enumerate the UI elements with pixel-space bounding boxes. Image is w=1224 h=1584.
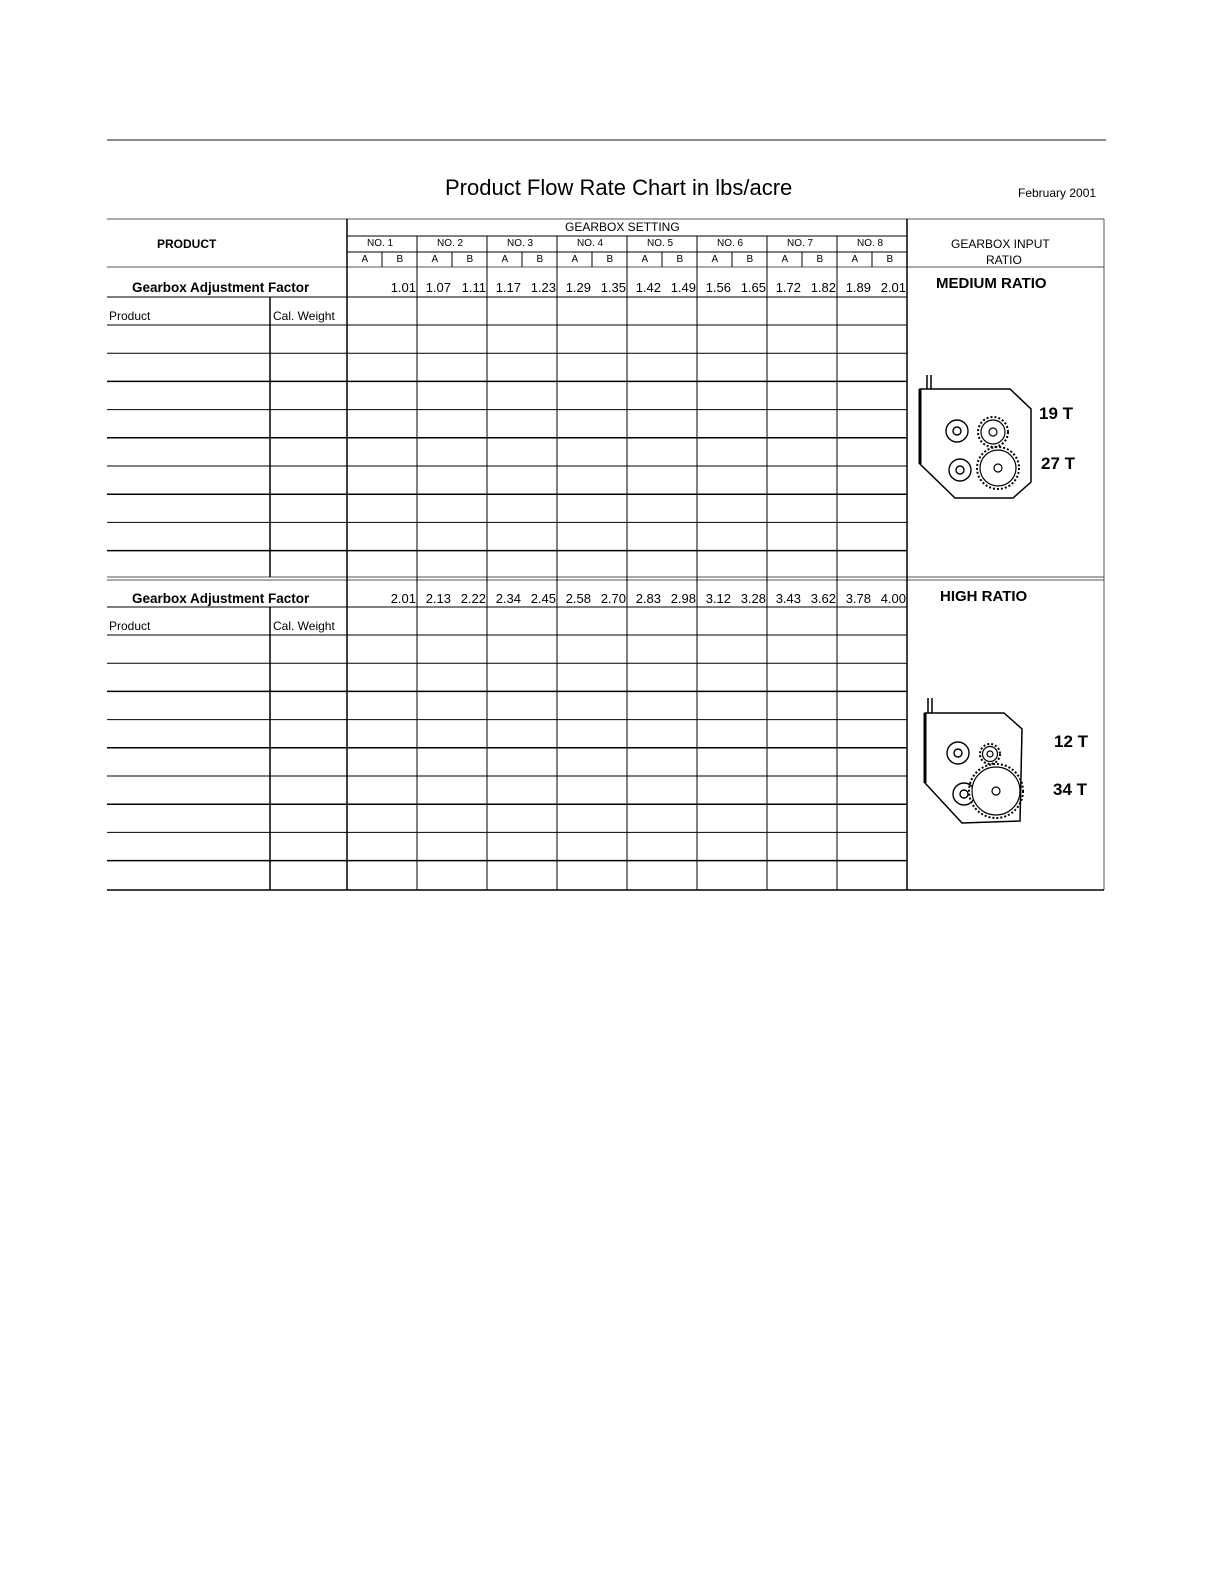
adjustment-factor-value: 4.00 bbox=[880, 591, 906, 606]
sub-column-a: A bbox=[571, 254, 579, 265]
small-gear-teeth-label: 12 T bbox=[1054, 732, 1089, 751]
large-gear-teeth-label: 34 T bbox=[1053, 780, 1088, 799]
gearbox-setting-label: NO. 8 bbox=[857, 238, 884, 249]
adjustment-factor-value: 1.56 bbox=[705, 280, 731, 295]
gearbox-setting-label: NO. 4 bbox=[577, 238, 604, 249]
sub-column-b: B bbox=[606, 254, 614, 265]
gearbox-setting-label: NO. 1 bbox=[367, 238, 394, 249]
cal-weight-column-label: Cal. Weight bbox=[273, 619, 335, 633]
adjustment-factor-value: 2.83 bbox=[635, 591, 661, 606]
page-title: Product Flow Rate Chart in lbs/acre bbox=[445, 175, 793, 200]
adjustment-factor-value: 2.01 bbox=[390, 591, 416, 606]
gearbox-diagram-medium bbox=[915, 372, 1035, 502]
adjustment-factor-value: 2.45 bbox=[530, 591, 556, 606]
adjustment-factor-value: 1.49 bbox=[670, 280, 696, 295]
sub-column-a: A bbox=[431, 254, 439, 265]
adjustment-factor-value: 1.17 bbox=[495, 280, 521, 295]
sub-column-b: B bbox=[396, 254, 404, 265]
adjustment-factor-label: Gearbox Adjustment Factor bbox=[132, 591, 310, 606]
gearbox-setting-label: NO. 5 bbox=[647, 238, 674, 249]
adjustment-factor-value: 1.65 bbox=[740, 280, 766, 295]
adjustment-factor-value: 3.12 bbox=[705, 591, 731, 606]
adjustment-factor-value: 3.28 bbox=[740, 591, 766, 606]
sub-column-a: A bbox=[851, 254, 859, 265]
adjustment-factor-value: 1.29 bbox=[565, 280, 591, 295]
product-column-label: Product bbox=[109, 309, 151, 323]
gearbox-diagram-high bbox=[920, 695, 1040, 827]
adjustment-factor-value: 2.98 bbox=[670, 591, 696, 606]
sub-column-b: B bbox=[676, 254, 684, 265]
sub-column-b: B bbox=[536, 254, 544, 265]
input-ratio-header-line2: RATIO bbox=[986, 253, 1022, 267]
adjustment-factor-value: 2.13 bbox=[425, 591, 451, 606]
adjustment-factor-value: 2.22 bbox=[460, 591, 486, 606]
gearbox-setting-label: NO. 2 bbox=[437, 238, 464, 249]
adjustment-factor-value: 3.62 bbox=[810, 591, 836, 606]
sub-column-b: B bbox=[746, 254, 754, 265]
adjustment-factor-value: 2.01 bbox=[880, 280, 906, 295]
gearbox-setting-header: GEARBOX SETTING bbox=[565, 220, 680, 234]
adjustment-factor-value: 3.43 bbox=[775, 591, 801, 606]
sub-column-b: B bbox=[886, 254, 894, 265]
ratio-label-medium: MEDIUM RATIO bbox=[936, 275, 1047, 292]
gearbox-setting-label: NO. 6 bbox=[717, 238, 744, 249]
adjustment-factor-value: 2.58 bbox=[565, 591, 591, 606]
adjustment-factor-value: 1.23 bbox=[530, 280, 556, 295]
adjustment-factor-value: 1.01 bbox=[390, 280, 416, 295]
adjustment-factor-value: 3.78 bbox=[845, 591, 871, 606]
adjustment-factor-value: 1.11 bbox=[461, 280, 486, 295]
sub-column-a: A bbox=[641, 254, 649, 265]
adjustment-factor-value: 1.82 bbox=[810, 280, 836, 295]
sub-column-a: A bbox=[781, 254, 789, 265]
product-column-label: Product bbox=[109, 619, 151, 633]
gearbox-setting-label: NO. 3 bbox=[507, 238, 534, 249]
sub-column-a: A bbox=[711, 254, 719, 265]
adjustment-factor-value: 2.70 bbox=[600, 591, 626, 606]
adjustment-factor-value: 1.89 bbox=[845, 280, 871, 295]
adjustment-factor-value: 1.42 bbox=[635, 280, 661, 295]
adjustment-factor-label: Gearbox Adjustment Factor bbox=[132, 280, 310, 295]
gearbox-setting-label: NO. 7 bbox=[787, 238, 814, 249]
sub-column-a: A bbox=[361, 254, 369, 265]
ratio-label-high: HIGH RATIO bbox=[940, 588, 1028, 605]
product-header: PRODUCT bbox=[157, 237, 217, 251]
adjustment-factor-value: 1.35 bbox=[600, 280, 626, 295]
sub-column-b: B bbox=[816, 254, 824, 265]
sub-column-a: A bbox=[501, 254, 509, 265]
date-label: February 2001 bbox=[1018, 186, 1097, 200]
sub-column-b: B bbox=[466, 254, 474, 265]
cal-weight-column-label: Cal. Weight bbox=[273, 309, 335, 323]
adjustment-factor-value: 1.72 bbox=[775, 280, 801, 295]
large-gear-teeth-label: 27 T bbox=[1041, 454, 1076, 473]
small-gear-teeth-label: 19 T bbox=[1039, 404, 1074, 423]
input-ratio-header-line1: GEARBOX INPUT bbox=[951, 237, 1050, 251]
adjustment-factor-value: 1.07 bbox=[425, 280, 451, 295]
adjustment-factor-value: 2.34 bbox=[495, 591, 521, 606]
